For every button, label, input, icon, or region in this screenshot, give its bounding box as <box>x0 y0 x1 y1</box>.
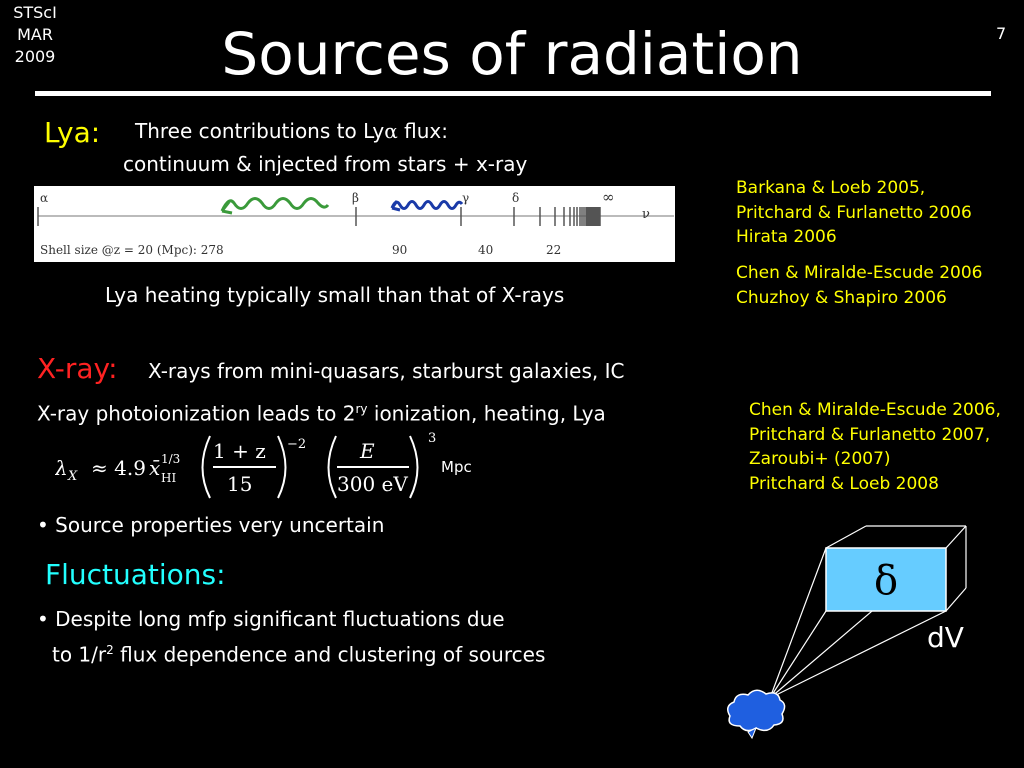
reference: Barkana & Loeb 2005, <box>736 178 926 198</box>
formula-den2: 300 eV <box>337 472 408 496</box>
xray-sources-text: X-rays from mini-quasars, starburst galaxies, IC <box>148 359 625 383</box>
xray-line2-a: X-ray photoionization leads to 2 <box>37 401 356 426</box>
lya-heating-note: Lya heating typically small than that of X-rays <box>105 283 565 307</box>
reference: Chuzhoy & Shapiro 2006 <box>736 287 947 308</box>
reference: Chen & Miralde-Escude 2006, <box>749 400 1001 420</box>
lya-line1-end: flux: <box>397 119 448 143</box>
corner-org: STScI <box>13 3 57 22</box>
shell-value: 40 <box>478 243 494 257</box>
title-divider <box>35 91 991 96</box>
fluct-line2-sup: 2 <box>106 643 114 657</box>
lya-references-2 <box>736 261 982 310</box>
mean-free-path-formula <box>55 428 445 502</box>
source-cloud-icon <box>728 690 785 738</box>
formula-lambda-sub: X <box>68 469 78 484</box>
formula-num1: 1 + z <box>213 439 266 463</box>
fluct-line2-post: flux dependence and clustering of sources <box>113 642 546 667</box>
formula-xbar-sup: 1/3 <box>161 452 181 466</box>
formula-lambda: λ <box>55 456 68 480</box>
volume-label: dV <box>927 621 964 654</box>
reference: Zaroubi+ (2007) <box>749 449 891 469</box>
xray-line2-b: ionization, heating, Lya <box>367 401 606 426</box>
page-number: 7 <box>996 24 1007 43</box>
shell-size-label: Shell size @z = 20 (Mpc): 278 <box>40 243 224 257</box>
bullet-fluctuations-line2 <box>52 637 545 668</box>
slide-title: Sources of radiation <box>221 20 803 88</box>
formula-unit: Mpc <box>441 458 472 476</box>
beta-label: β <box>352 191 359 205</box>
fluctuations-heading: Fluctuations: <box>45 558 226 591</box>
formula-den1: 15 <box>227 472 253 496</box>
alpha-symbol: α <box>384 119 398 143</box>
shell-value: 90 <box>392 243 408 257</box>
shell-value: 22 <box>546 243 562 257</box>
bullet-source-properties: • Source properties very uncertain <box>37 513 385 537</box>
reference: Pritchard & Loeb 2008 <box>749 473 939 494</box>
lya-heading: Lya: <box>44 116 101 149</box>
fluct-line2-pre: to 1/r <box>52 642 107 667</box>
lya-description-line1 <box>135 118 448 144</box>
formula-xbar-sub: HI <box>161 471 177 485</box>
formula-exp2: 3 <box>428 431 437 446</box>
reference: Pritchard & Furlanetto 2007, <box>749 424 991 445</box>
lya-line1-text: Three contributions to Ly <box>135 119 385 143</box>
bullet-fluctuations-line1: • Despite long mfp significant fluctuations due <box>37 607 505 631</box>
reference: Chen & Miralde-Escude 2006 <box>736 263 983 283</box>
lya-references <box>736 176 972 250</box>
corner-month: MAR <box>17 25 53 44</box>
xray-line2-sup: ry <box>355 402 368 416</box>
formula-num2: E <box>360 439 375 463</box>
alpha-label: α <box>40 191 49 205</box>
formula-exp1: −2 <box>287 437 307 452</box>
nu-label: ν <box>642 207 650 222</box>
infinity-label: ∞ <box>602 188 615 206</box>
formula-approx: ≈ 4.9 <box>91 456 146 480</box>
formula-xbar: x̄ <box>149 456 161 480</box>
xray-ionization-text <box>37 396 606 427</box>
reference: Hirata 2006 <box>736 227 837 247</box>
delta-symbol: δ <box>873 558 899 604</box>
lyman-series-figure <box>34 186 675 262</box>
gamma-label: γ <box>462 191 470 205</box>
reference: Pritchard & Furlanetto 2006 <box>736 202 972 223</box>
lya-description-line2: continuum & injected from stars + x-ray <box>123 152 528 176</box>
delta-label: δ <box>512 191 520 205</box>
xray-references <box>749 398 1001 496</box>
corner-year: 2009 <box>14 47 56 66</box>
xray-heading: X-ray: <box>37 352 118 385</box>
